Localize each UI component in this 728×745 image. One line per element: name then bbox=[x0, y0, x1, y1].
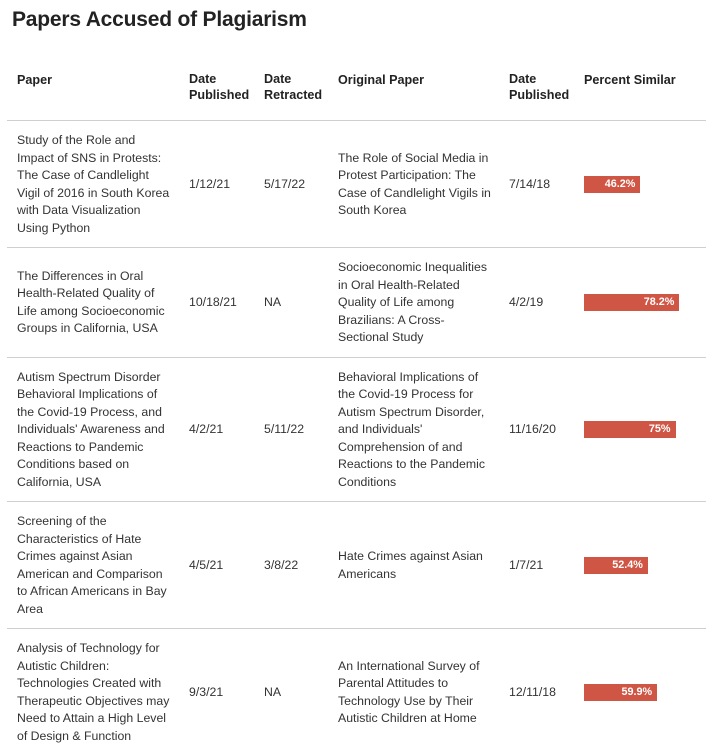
cell-date-published: 4/2/21 bbox=[179, 357, 254, 502]
bar-track bbox=[584, 421, 706, 439]
cell-percent-similar bbox=[574, 629, 706, 745]
cell-paper: The Differences in Oral Health-Related Quality of Life among Socioeconomic Groups in California, USA bbox=[7, 248, 179, 358]
cell-date-published: 10/18/21 bbox=[179, 248, 254, 358]
table-row bbox=[7, 357, 706, 502]
column-header-date-published: Date Published bbox=[179, 54, 254, 121]
cell-date-retracted: 5/17/22 bbox=[254, 121, 328, 248]
cell-date-retracted: NA bbox=[254, 248, 328, 358]
cell-paper: Autism Spectrum Disorder Behavioral Implications of the Covid-19 Process, and Individuals' Awareness and Reactions to Pandemic Conditions based on California, USA bbox=[7, 357, 179, 502]
cell-original-date-published: 12/11/18 bbox=[499, 629, 574, 745]
cell-date-published: 4/5/21 bbox=[179, 502, 254, 629]
plagiarism-table bbox=[7, 54, 706, 745]
cell-percent-similar bbox=[574, 357, 706, 502]
column-header-date-retracted: Date Retracted bbox=[254, 54, 328, 121]
percent-similar-bar: 59.9% bbox=[584, 684, 657, 701]
column-header-paper: Paper bbox=[7, 54, 179, 121]
table-row bbox=[7, 248, 706, 358]
cell-original-date-published: 7/14/18 bbox=[499, 121, 574, 248]
cell-original-paper: Hate Crimes against Asian Americans bbox=[328, 502, 499, 629]
chart-title: Papers Accused of Plagiarism bbox=[12, 8, 307, 32]
cell-date-retracted: 5/11/22 bbox=[254, 357, 328, 502]
cell-original-date-published: 4/2/19 bbox=[499, 248, 574, 358]
column-header-original-paper: Original Paper bbox=[328, 54, 499, 121]
bar-track bbox=[584, 557, 706, 575]
table-row bbox=[7, 502, 706, 629]
cell-original-date-published: 1/7/21 bbox=[499, 502, 574, 629]
cell-date-published: 1/12/21 bbox=[179, 121, 254, 248]
percent-similar-bar: 75% bbox=[584, 421, 676, 438]
column-header-percent-similar: Percent Similar bbox=[574, 54, 706, 121]
cell-date-retracted: NA bbox=[254, 629, 328, 745]
table-row bbox=[7, 629, 706, 745]
percent-similar-bar: 52.4% bbox=[584, 557, 648, 574]
bar-track bbox=[584, 176, 706, 194]
column-header-original-date-published: Date Published bbox=[499, 54, 574, 121]
table-row bbox=[7, 121, 706, 248]
cell-original-date-published: 11/16/20 bbox=[499, 357, 574, 502]
percent-similar-bar: 46.2% bbox=[584, 176, 640, 193]
cell-paper: Screening of the Characteristics of Hate Crimes against Asian American and Comparison to African Americans in Bay Area bbox=[7, 502, 179, 629]
cell-date-published: 9/3/21 bbox=[179, 629, 254, 745]
cell-original-paper: An International Survey of Parental Attitudes to Technology Use by Their Autistic Children at Home bbox=[328, 629, 499, 745]
header-row bbox=[7, 54, 706, 121]
bar-track bbox=[584, 684, 706, 702]
cell-original-paper: The Role of Social Media in Protest Participation: The Case of Candlelight Vigils in South Korea bbox=[328, 121, 499, 248]
cell-date-retracted: 3/8/22 bbox=[254, 502, 328, 629]
cell-original-paper: Behavioral Implications of the Covid-19 Process for Autism Spectrum Disorder, and Individuals' Comprehension of and Reactions to the Pandemic Conditions bbox=[328, 357, 499, 502]
cell-percent-similar bbox=[574, 121, 706, 248]
cell-percent-similar bbox=[574, 248, 706, 358]
cell-percent-similar bbox=[574, 502, 706, 629]
percent-similar-bar: 78.2% bbox=[584, 294, 679, 311]
cell-paper: Study of the Role and Impact of SNS in Protests: The Case of Candlelight Vigil of 2016 in South Korea with Data Visualization Using Python bbox=[7, 121, 179, 248]
cell-paper: Analysis of Technology for Autistic Children: Technologies Created with Therapeutic Objectives may Need to Attain a High Level of Design & Function bbox=[7, 629, 179, 745]
cell-original-paper: Socioeconomic Inequalities in Oral Health-Related Quality of Life among Brazilians: A Cross-Sectional Study bbox=[328, 248, 499, 358]
bar-track bbox=[584, 294, 706, 312]
